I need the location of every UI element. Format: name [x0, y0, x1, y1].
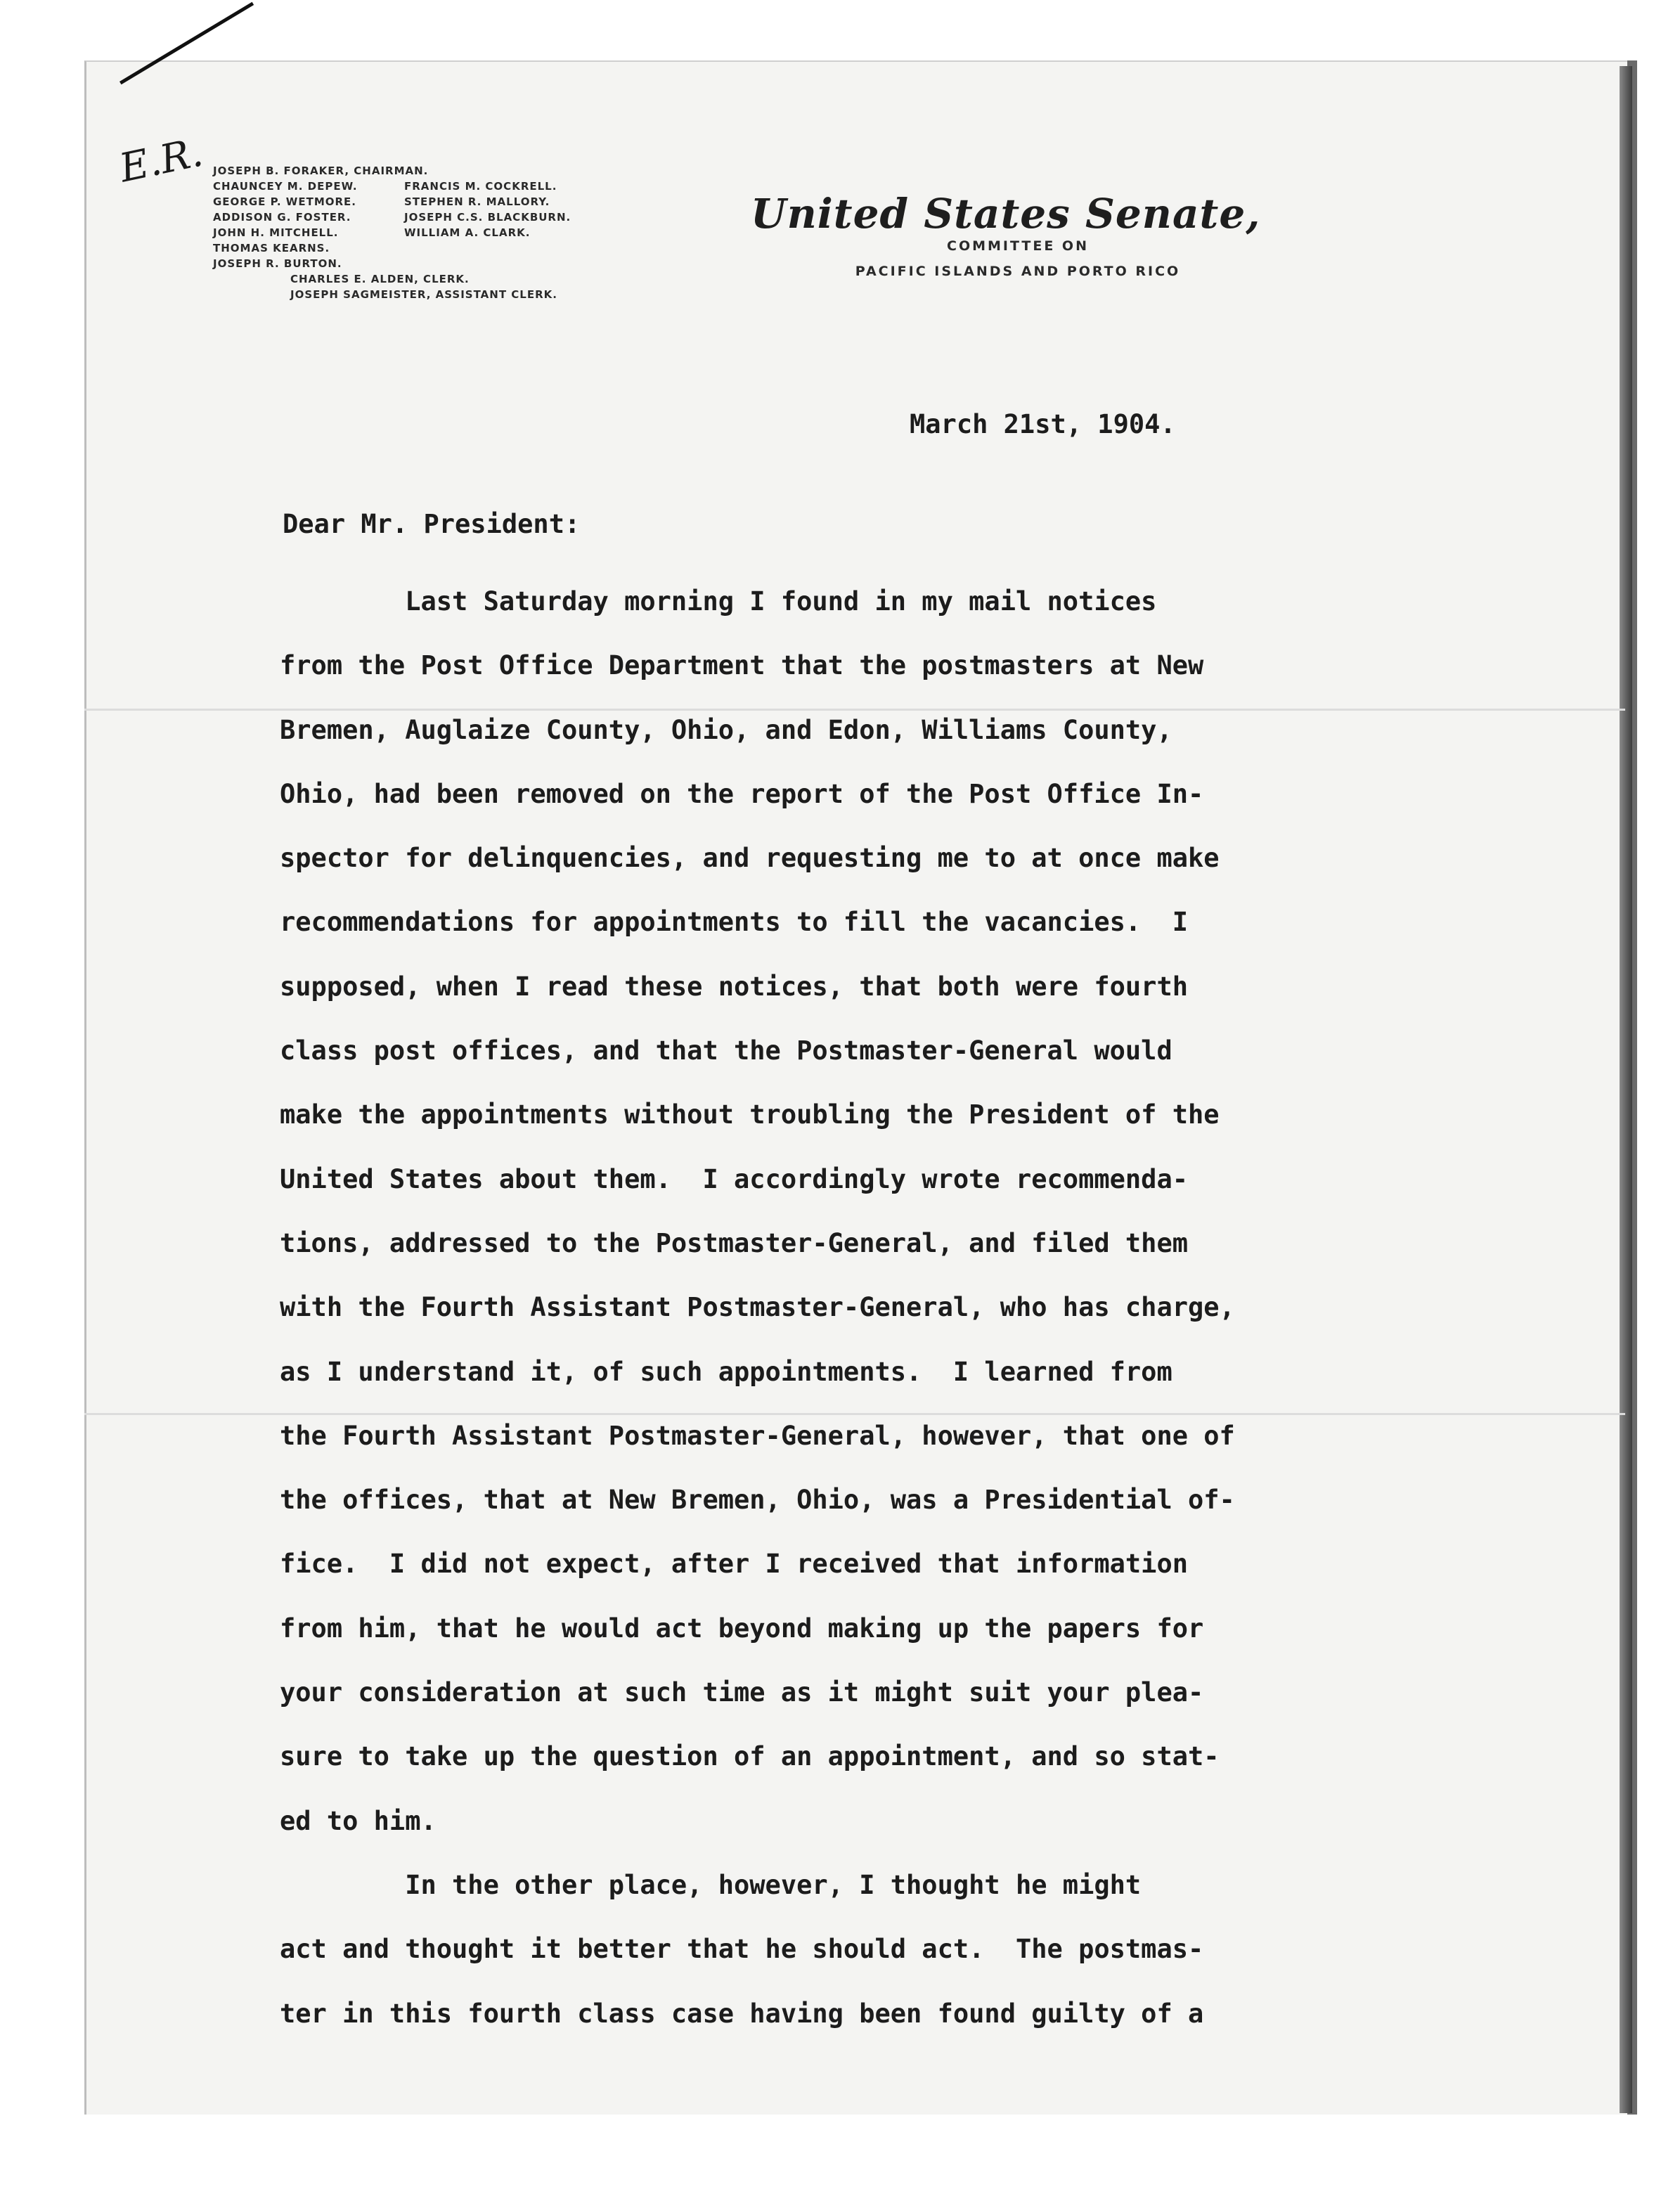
member-name: STEPHEN R. MALLORY. — [404, 195, 550, 208]
page-edge-shadow — [1620, 66, 1632, 2113]
body-line: fice. I did not expect, after I received that information — [280, 1549, 1189, 1580]
body-line: recommendations for appointments to fill the vacancies. I — [280, 907, 1189, 938]
member-row — [213, 194, 571, 209]
member-name: FRANCIS M. COCKRELL. — [404, 180, 557, 193]
body-line: your consideration at such time as it might suit your plea- — [280, 1677, 1204, 1708]
member-name: JOHN H. MITCHELL. — [213, 226, 339, 239]
body-line: Ohio, had been removed on the report of the Post Office In- — [280, 778, 1204, 809]
clerk-name: CHARLES E. ALDEN, CLERK. — [290, 273, 470, 285]
clerk-name: JOSEPH SAGMEISTER, ASSISTANT CLERK. — [290, 288, 557, 301]
committee-line-2: PACIFIC ISLANDS AND PORTO RICO — [855, 264, 1181, 279]
letter-date: March 21st, 1904. — [910, 409, 1176, 439]
member-name: ADDISON G. FOSTER. — [213, 211, 351, 224]
member-row — [213, 209, 571, 225]
member-row — [213, 240, 571, 256]
committee-name — [779, 233, 1257, 284]
body-line: with the Fourth Assistant Postmaster-General, who has charge, — [280, 1292, 1235, 1323]
senate-letterhead-title: United States Senate, — [751, 190, 1261, 238]
body-line: the Fourth Assistant Postmaster-General, however, that one of — [280, 1420, 1235, 1451]
committee-members-list — [213, 163, 571, 302]
body-line: ed to him. — [280, 1805, 437, 1836]
body-line: the offices, that at New Bremen, Ohio, was a Presidential of- — [280, 1485, 1235, 1516]
body-line: United States about them. I accordingly wrote recommenda- — [280, 1163, 1189, 1194]
member-name: THOMAS KEARNS. — [213, 242, 330, 254]
handwritten-annotation: E.R. — [115, 129, 207, 192]
body-line: act and thought it better that he should act. The postmas- — [280, 1934, 1204, 1965]
letter-body — [280, 569, 1447, 2046]
body-line: ter in this fourth class case having been found guilty of a — [280, 1998, 1204, 2029]
body-line: as I understand it, of such appointments. I learned from — [280, 1356, 1172, 1387]
member-name: CHAUNCEY M. DEPEW. — [213, 180, 358, 193]
letter-salutation: Dear Mr. President: — [283, 509, 581, 539]
body-line: In the other place, however, I thought he might — [280, 1869, 1142, 1900]
member-name: WILLIAM A. CLARK. — [404, 226, 531, 239]
member-row — [213, 256, 571, 271]
member-row — [213, 225, 571, 240]
body-line: from him, that he would act beyond making up the papers for — [280, 1613, 1204, 1644]
member-name: JOSEPH R. BURTON. — [213, 257, 342, 270]
body-line: make the appointments without troubling the President of the — [280, 1099, 1220, 1130]
member-name: GEORGE P. WETMORE. — [213, 195, 356, 208]
body-line: supposed, when I read these notices, that both were fourth — [280, 971, 1189, 1002]
member-row — [213, 179, 571, 194]
body-line: class post offices, and that the Postmaster-General would — [280, 1035, 1172, 1066]
body-line: Last Saturday morning I found in my mail notices — [280, 586, 1157, 617]
body-line: sure to take up the question of an appointment, and so stat- — [280, 1741, 1220, 1772]
committee-line-1: COMMITTEE ON — [947, 238, 1089, 254]
body-line: tions, addressed to the Postmaster-General, and filed them — [280, 1227, 1189, 1258]
body-line: from the Post Office Department that the postmasters at New — [280, 650, 1204, 681]
body-line: Bremen, Auglaize County, Ohio, and Edon, Williams County, — [280, 714, 1172, 745]
body-line: spector for delinquencies, and requesting me to at once make — [280, 843, 1220, 874]
member-name: JOSEPH B. FORAKER, CHAIRMAN. — [213, 164, 429, 177]
member-row — [213, 163, 571, 179]
member-name: JOSEPH C.S. BLACKBURN. — [404, 211, 571, 224]
